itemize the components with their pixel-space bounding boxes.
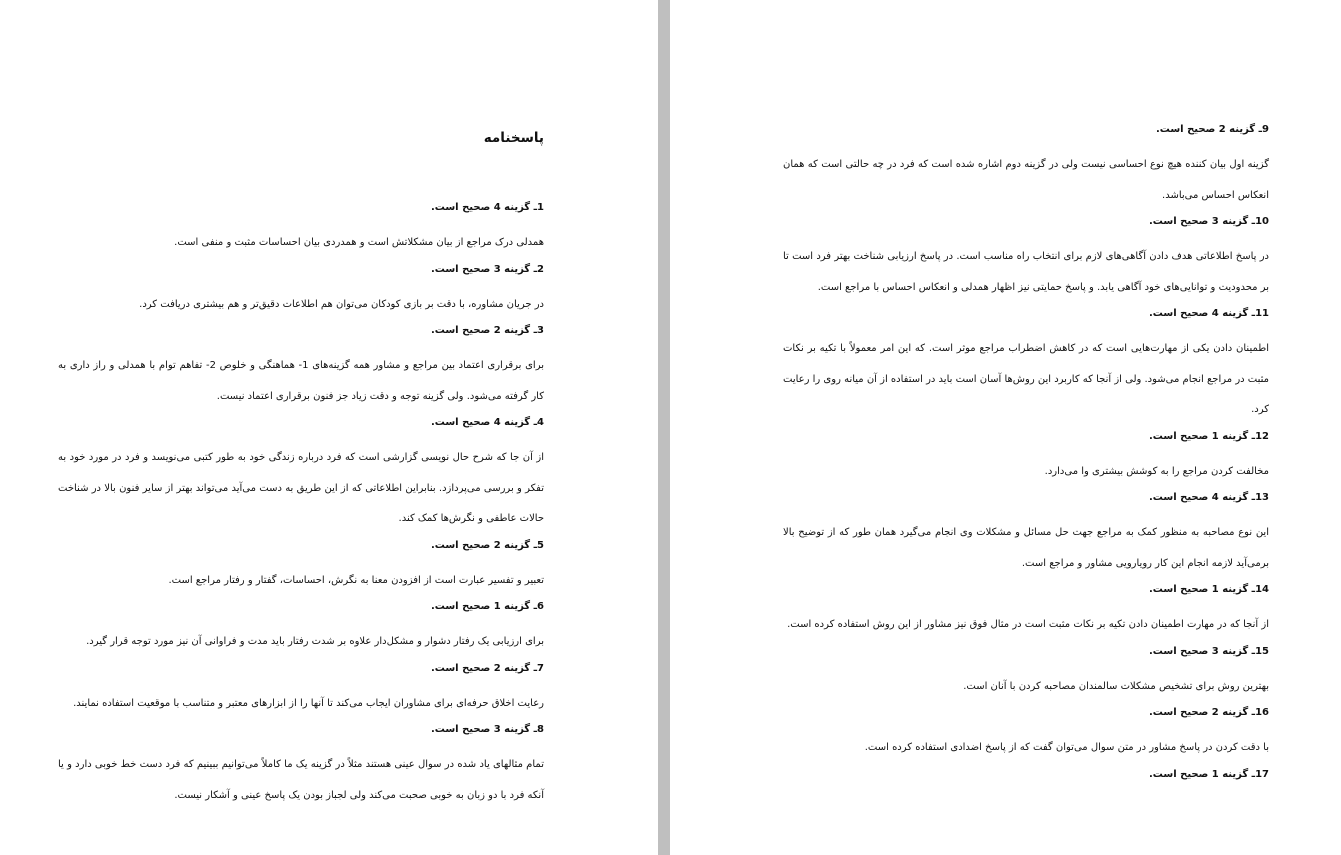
answer-heading: 5ـ گزینه 2 صحیح است. [430,539,544,551]
answer-item [58,259,544,321]
answer-explanation: این نوع مصاحبه به منظور کمک به مراجع جهت حل مسائل و مشکلات وی انجام می‌گیرد همان طور که از توضیح بالا برمی‌آید لازمه انجام این کار رویارویی مشاور و مراجع است. [783,527,1269,569]
answer-heading: 7ـ گزینه 2 صحیح است. [430,662,544,674]
answer-key-column-right [783,119,1269,795]
answer-heading: 4ـ گزینه 4 صحیح است. [430,417,544,428]
answer-item [783,764,1269,786]
answer-explanation: تمام مثالهای یاد شده در سوال عینی هستند مثلاً در گزینه یک ما کاملاً می‌توانیم ببینیم که فرد دست خط خوبی دارد و یا آنکه فرد با دو زبان به خوبی صحبت می‌کند ولی لجباز بودن یک پاسخ عینی و آشکار نیست. [58,759,544,801]
answer-item [783,119,1269,211]
answer-item [783,303,1269,426]
answer-explanation: اطمینان دادن یکی از مهارت‌هایی است که در کاهش اضطراب مراجع موثر است. که این امر معمولاً با تکیه بر نکات مثبت در مراجع انجام می‌شود. ولی از آنجا که کاربرد این روش‌ها آسان است باید در استفاده از آن میانه روی را رعایت کرد. [783,343,1269,415]
answer-heading: 8ـ گزینه 3 صحیح است. [430,724,544,735]
answer-heading: 11ـ گزینه 4 صحیح است. [1149,308,1269,319]
answer-explanation: رعایت اخلاق حرفه‌ای برای مشاوران ایجاب می‌کند تا آنها را از ابزارهای معتبر و متناسب با موقعیت استفاده نمایند. [73,697,544,709]
answer-heading: 16ـ گزینه 2 صحیح است. [1149,707,1269,718]
answer-item [783,211,1269,303]
answer-heading: 6ـ گزینه 1 صحیح است. [430,601,544,612]
answer-heading: 9ـ گزینه 2 صحیح است. [1155,124,1269,135]
answer-explanation: از آنجا که در مهارت اطمینان دادن تکیه بر نکات مثبت است در مثال فوق نیز مشاور از این روش استفاده کرده است. [787,619,1269,630]
answer-explanation: از آن جا که شرح حال نویسی گزارشی است که فرد درباره زندگی خود به طور کتبی می‌نویسد و فرد در مورد خود به تفکر و بررسی می‌پردازد. بنابراین اطلاعاتی که از این طریق به دست می‌آید می‌تواند بهتر از سایر فنون بالا در شناخت حالات عاطفی و نگرش‌ها کمک کند. [58,452,544,524]
answer-item [783,641,1269,703]
answer-heading: 10ـ گزینه 3 صحیح است. [1149,216,1269,227]
answer-item [58,535,544,597]
answer-explanation: با دقت کردن در پاسخ مشاور در متن سوال می‌توان گفت که از پاسخ اضدادی استفاده کرده است. [864,742,1269,753]
answer-explanation: برای برقراری اعتماد بین مراجع و مشاور همه گزینه‌های 1- هماهنگی و خلوص 2- تفاهم توام با همدلی و راز داری به کار گرفته می‌شود. ولی گزینه توجه و دقت زیاد جز فنون برقراری اعتماد نیست. [58,360,544,402]
answer-explanation: همدلی درک مراجع از بیان مشکلاتش است و همدردی بیان احساسات مثبت و منفی است. [174,237,544,248]
answer-explanation: مخالفت کردن مراجع را به کوشش بیشتری وا می‌دارد. [1044,465,1269,477]
answer-item [58,658,544,720]
answer-item [58,197,544,259]
answer-item [783,426,1269,488]
answer-heading: 1ـ گزینه 4 صحیح است. [430,202,544,213]
document-page-left [0,0,658,855]
answer-item [58,719,544,811]
answer-key-column-left [58,127,544,811]
answer-explanation: برای ارزیابی یک رفتار دشوار و مشکل‌دار علاوه بر شدت رفتار باید مدت و فراوانی آن نیز مورد توجه قرار گیرد. [86,636,544,647]
answer-heading: 15ـ گزینه 3 صحیح است. [1149,645,1269,657]
answer-heading: 12ـ گزینه 1 صحیح است. [1149,430,1269,442]
answer-explanation: در جریان مشاوره، با دقت بر بازی کودکان می‌توان هم اطلاعات دقیق‌تر و هم بیشتری دریافت کرد. [139,298,544,310]
answer-item [783,487,1269,579]
answer-explanation: تعبیر و تفسیر عبارت است از افزودن معنا به نگرش، احساسات، گفتار و رفتار مراجع است. [168,574,544,586]
answer-item [58,320,544,412]
answer-heading: 2ـ گزینه 3 صحیح است. [430,263,544,275]
answer-heading: 13ـ گزینه 4 صحیح است. [1149,492,1269,503]
answer-explanation: گزینه اول بیان کننده هیچ نوع احساسی نیست ولی در گزینه دوم اشاره شده است که فرد در چه حالتی است که همان انعکاس احساس می‌باشد. [783,159,1269,201]
page-title: پاسخنامه [483,130,544,146]
answer-heading: 3ـ گزینه 2 صحیح است. [430,325,544,336]
answer-heading: 14ـ گزینه 1 صحیح است. [1149,584,1269,595]
answer-explanation: در پاسخ اطلاعاتی هدف دادن آگاهی‌های لازم برای انتخاب راه مناسب است. در پاسخ ارزیابی شناخت بهتر فرد است تا بر محدودیت و توانایی‌های خود آگاهی یابد. و پاسخ حمایتی نیز اظهار همدلی و انعکاس احساس با مراجع است. [783,251,1269,293]
answer-item [58,412,544,535]
answer-item [783,579,1269,641]
answer-item [783,702,1269,764]
answer-explanation: بهترین روش برای تشخیص مشکلات سالمندان مصاحبه کردن با آنان است. [963,680,1269,692]
answer-item [58,596,544,658]
answer-heading: 17ـ گزینه 1 صحیح است. [1149,768,1269,780]
document-page-right [670,0,1341,855]
